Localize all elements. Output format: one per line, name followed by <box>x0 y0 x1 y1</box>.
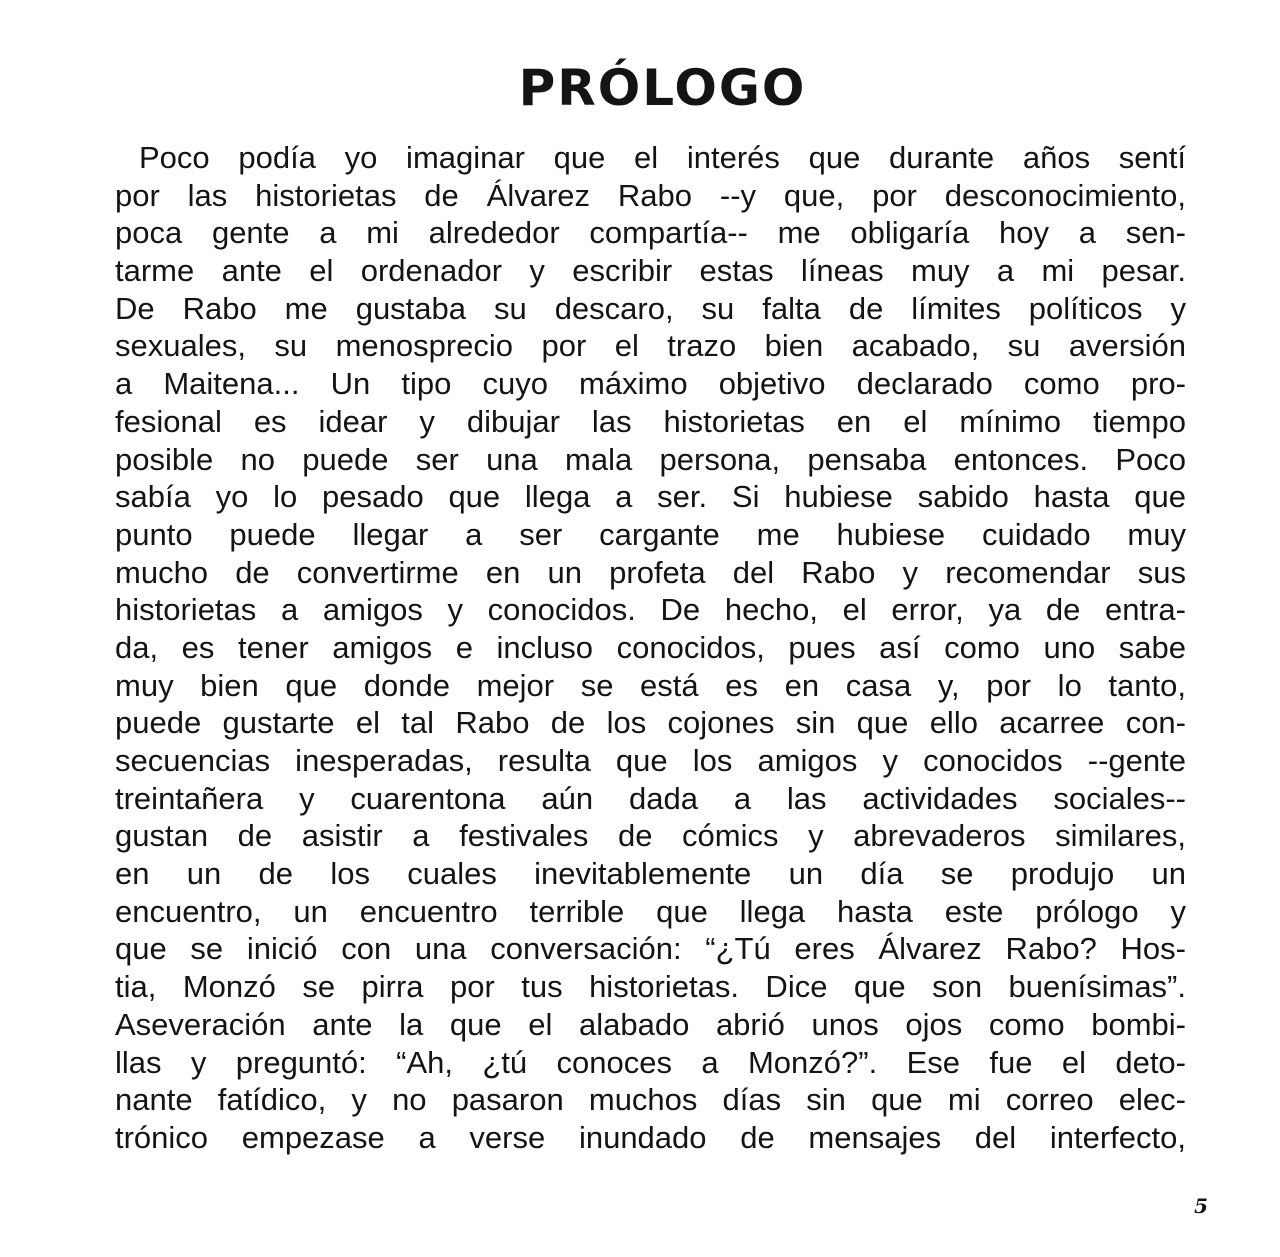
chapter-title: PRÓLOGO <box>518 59 807 117</box>
text-line: por las historietas de Álvarez Rabo --y que, por desconocimiento, <box>115 177 1186 213</box>
text-line: Poco podía yo imaginar que el interés que durante años sentí <box>139 140 1186 175</box>
text-line: sexuales, su menosprecio por el trazo bien acabado, su aversión <box>115 328 1186 364</box>
text-line: muy bien que donde mejor se está es en casa y, por lo tanto, <box>115 667 1186 703</box>
text-line: Aseveración ante la que el alabado abrió unos ojos como bombi- <box>115 1006 1186 1042</box>
text-line: punto puede llegar a ser cargante me hubiese cuidado muy <box>115 516 1186 552</box>
text-line: puede gustarte el tal Rabo de los cojones sin que ello acarree con- <box>115 705 1186 741</box>
text-line: poca gente a mi alrededor compartía-- me obligaría hoy a sen- <box>115 215 1186 251</box>
text-line: mucho de convertirme en un profeta del Rabo y recomendar sus <box>115 554 1186 590</box>
text-line: gustan de asistir a festivales de cómics y abrevaderos similares, <box>115 818 1186 854</box>
text-line: da, es tener amigos e incluso conocidos, pues así como uno sabe <box>115 629 1186 665</box>
text-line: llas y preguntó: “Ah, ¿tú conoces a Monzó?”. Ese fue el deto- <box>115 1044 1186 1080</box>
text-line: De Rabo me gustaba su descaro, su falta de límites políticos y <box>115 290 1186 326</box>
page-number: 5 <box>1194 1194 1208 1218</box>
text-line: encuentro, un encuentro terrible que llega hasta este prólogo y <box>115 893 1186 929</box>
text-line: historietas a amigos y conocidos. De hecho, el error, ya de entra- <box>115 592 1186 628</box>
text-line: posible no puede ser una mala persona, pensaba entonces. Poco <box>115 441 1186 477</box>
text-line: secuencias inesperadas, resulta que los amigos y conocidos --gente <box>115 743 1186 778</box>
text-line: treintañera y cuarentona aún dada a las actividades sociales-- <box>115 780 1186 816</box>
prologue-body <box>115 139 1186 1157</box>
text-line: nante fatídico, y no pasaron muchos días sin que mi correo elec- <box>115 1082 1186 1118</box>
text-line: fesional es idear y dibujar las historietas en el mínimo tiempo <box>115 403 1186 439</box>
text-line: sabía yo lo pesado que llega a ser. Si hubiese sabido hasta que <box>115 479 1186 515</box>
text-line: tia, Monzó se pirra por tus historietas. Dice que son buenísimas”. <box>115 969 1186 1005</box>
text-line: en un de los cuales inevitablemente un día se produjo un <box>115 856 1186 892</box>
text-line: que se inició con una conversación: “¿Tú eres Álvarez Rabo? Hos- <box>115 931 1186 967</box>
text-line: a Maitena... Un tipo cuyo máximo objetivo declarado como pro- <box>115 366 1186 402</box>
text-line: trónico empezase a verse inundado de mensajes del interfecto, <box>115 1119 1186 1155</box>
text-line: tarme ante el ordenador y escribir estas líneas muy a mi pesar. <box>115 253 1186 289</box>
